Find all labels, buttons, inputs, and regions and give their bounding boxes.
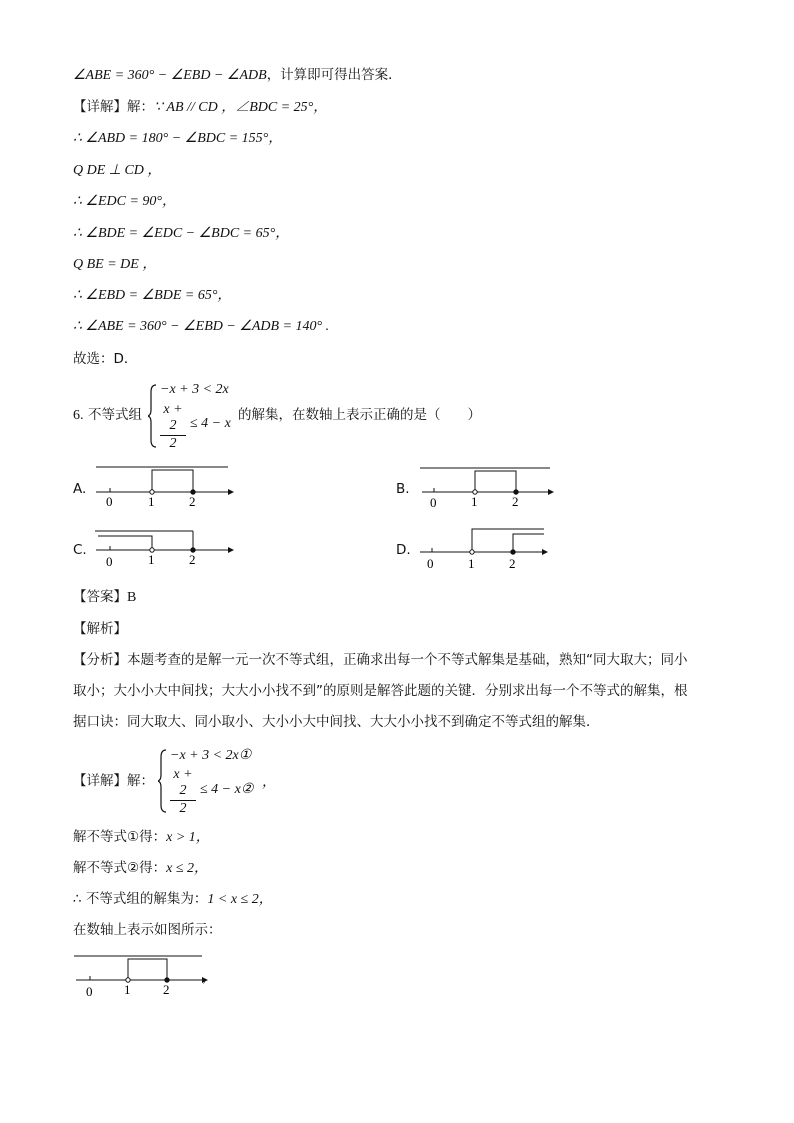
fenxi-line-1 xyxy=(73,651,688,669)
brace-icon xyxy=(148,384,158,448)
analysis-detail-label: 【详解】 xyxy=(73,773,127,789)
fraction-numerator: x + 2 xyxy=(163,402,183,433)
choice-line: 故选：D． xyxy=(73,351,138,367)
final-tick-2: 2 xyxy=(163,982,170,997)
option-d-number-line xyxy=(414,522,564,572)
option-d-tick-0: 0 xyxy=(427,556,434,571)
final-tick-1: 1 xyxy=(124,982,131,997)
detail-math: ∵ AB // CD ，∠BDC = 25°， xyxy=(154,100,328,115)
analysis-ineq-1: −x + 3 < 2x① xyxy=(170,748,252,763)
fenxi-line-3: 据口诀：同大取大、同小取小、大小小大中间找、大大小小找不到确定不等式组的解集． xyxy=(73,714,600,730)
option-b-number-line xyxy=(414,460,564,510)
solve-1-line xyxy=(73,828,210,847)
solve-1-text: 解不等式①得： xyxy=(73,829,167,845)
result-line xyxy=(73,890,273,909)
analysis-detail-line xyxy=(73,772,154,790)
final-comma: ， xyxy=(202,969,216,985)
fraction-denominator: 2 xyxy=(160,435,186,452)
question-ineq-1: −x + 3 < 2x xyxy=(160,382,229,397)
solve-2-text: 解不等式②得： xyxy=(73,860,167,876)
option-d-tick-1: 1 xyxy=(468,556,475,571)
detail-prefix: 解： xyxy=(127,99,154,115)
option-a-number-line xyxy=(88,460,238,510)
question-number: 6. xyxy=(73,408,84,423)
option-b-tick-0: 0 xyxy=(430,495,437,510)
solve-1-math: x > 1， xyxy=(166,830,210,845)
analysis-fraction xyxy=(170,767,196,817)
option-a-tick-1: 1 xyxy=(148,494,155,509)
option-a-label: A. xyxy=(73,481,87,497)
step-6: ∴ ∠EBD = ∠BDE = 65°， xyxy=(73,288,232,303)
final-number-line xyxy=(68,950,218,1000)
option-b-tick-1: 1 xyxy=(471,494,478,509)
analysis-label: 【解析】 xyxy=(73,621,127,637)
answer-label: 【答案】 xyxy=(73,589,127,605)
option-a-tick-2: 2 xyxy=(189,494,196,509)
step-5: Q BE = DE ， xyxy=(73,257,157,272)
step-2: Q DE ⊥ CD ， xyxy=(73,163,162,178)
option-c-tick-1: 1 xyxy=(148,552,155,567)
analysis-fraction-numerator: x + 2 xyxy=(173,767,193,798)
question-fraction xyxy=(160,402,186,452)
option-b-label: B. xyxy=(396,481,410,497)
option-b-tick-2: 2 xyxy=(512,494,519,509)
step-3: ∴ ∠EDC = 90°， xyxy=(73,194,177,209)
step-4: ∴ ∠BDE = ∠EDC − ∠BDC = 65°， xyxy=(73,226,290,241)
fenxi-line-2: 取小；大小小大中间找；大大小小找不到”的原则是解答此题的关键．分别求出每一个不等式的解集，根 xyxy=(73,683,688,699)
option-c-tick-0: 0 xyxy=(106,554,113,569)
final-tick-0: 0 xyxy=(86,984,93,999)
answer-line xyxy=(73,588,136,607)
option-c-tick-2: 2 xyxy=(189,552,196,567)
detail-line xyxy=(73,98,327,117)
solution-line-1 xyxy=(73,66,402,85)
option-c-number-line xyxy=(88,522,238,572)
analysis-brace-icon xyxy=(158,749,168,813)
graph-text: 在数轴上表示如图所示： xyxy=(73,922,222,938)
answer-value: B xyxy=(127,590,137,605)
question-ineq-2-rhs: ≤ 4 − x xyxy=(190,416,231,431)
solution-formula: ∠ABE = 360° − ∠EBD − ∠ADB xyxy=(73,68,267,83)
analysis-system-end: ， xyxy=(262,775,276,790)
question-prefix: 不等式组 xyxy=(87,407,142,423)
step-7: ∴ ∠ABE = 360° − ∠EBD − ∠ADB = 140° . xyxy=(73,319,330,334)
result-text: ∴ 不等式组的解集为： xyxy=(73,891,208,907)
question-suffix: 的解集，在数轴上表示正确的是（ ） xyxy=(238,407,481,423)
option-c-label: C. xyxy=(73,542,87,558)
result-math: 1 < x ≤ 2， xyxy=(207,892,273,907)
analysis-fraction-denominator: 2 xyxy=(170,800,196,817)
solve-2-math: x ≤ 2， xyxy=(166,861,209,876)
question-line xyxy=(73,406,142,425)
solve-2-line xyxy=(73,859,208,878)
fenxi-label: 【分析】 xyxy=(73,652,127,668)
solution-text: ，计算即可得出答案． xyxy=(266,67,402,83)
option-a-tick-0: 0 xyxy=(106,494,113,509)
option-d-tick-2: 2 xyxy=(509,556,516,571)
option-d-label: D. xyxy=(396,542,411,558)
analysis-ineq-2-rhs: ≤ 4 − x② xyxy=(200,782,254,797)
step-1: ∴ ∠ABD = 180° − ∠BDC = 155°， xyxy=(73,131,283,146)
analysis-detail-prefix: 解： xyxy=(127,773,154,789)
detail-label: 【详解】 xyxy=(73,99,127,115)
fenxi-text-1: 本题考查的是解一元一次不等式组，正确求出每一个不等式解集是基础，熟知“同大取大；同小 xyxy=(127,652,688,668)
